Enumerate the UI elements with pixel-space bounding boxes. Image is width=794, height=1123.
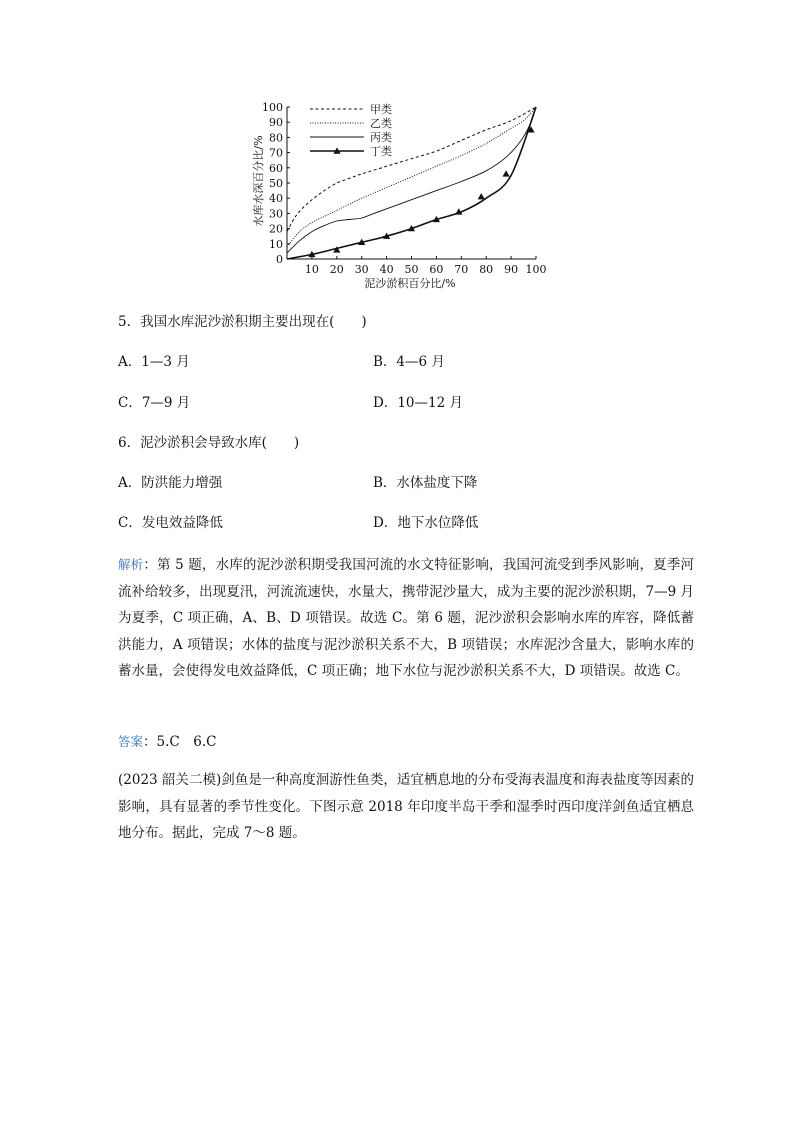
x-tick-label: 40 [379, 263, 394, 276]
q6-option-d: D．地下水位降低 [373, 515, 479, 531]
y-tick-label: 100 [262, 101, 283, 114]
x-tick-label: 20 [329, 263, 344, 276]
x-tick-label: 30 [354, 263, 369, 276]
analysis-text: ：第 5 题，水库的泥沙淤积期受我国河流的水文特征影响，我国河流受到季风影响，夏季河流补给较多，出现夏汛，河流流速快，水量大，携带泥沙量大，成为主要的泥沙淤积期，7—9 月为夏季，C 项正确，A、B、D 项错误。故选 C。第 6 题，泥沙淤积会影响水库的库容，降低蓄洪能力，A 项错误；水体的盐度与泥沙淤积关系不大，B 项错误；水库泥沙含量大，影响水库的蓄水量，会使得发电效益降低，C 项正确；地下水位与泥沙淤积关系不大，D 项错误。故选 C。 [118, 557, 694, 679]
answer-label: 答案 [118, 734, 144, 749]
legend-label-1: 甲类 [370, 103, 392, 116]
y-tick-label: 10 [269, 237, 283, 251]
legend-label-4: 丁类 [370, 145, 392, 158]
chart-ticks [262, 101, 547, 276]
x-tick-label: 100 [525, 263, 547, 276]
x-tick-label: 70 [454, 263, 469, 276]
y-tick-label: 60 [269, 161, 283, 175]
chart-series [287, 107, 536, 259]
y-tick-label: 50 [269, 177, 283, 190]
legend-label-2: 乙类 [370, 117, 392, 130]
q5-option-b: B．4—6 月 [373, 354, 445, 370]
y-tick-label: 30 [269, 207, 283, 221]
x-tick-label: 10 [304, 263, 319, 276]
q6-option-a: A．防洪能力增强 [118, 475, 223, 491]
series-line-4 [287, 107, 536, 259]
triangle-marker [478, 193, 485, 199]
chart-legend [310, 102, 392, 158]
y-axis-label: 水库水深百分比/% [252, 135, 265, 227]
x-tick-label: 90 [504, 263, 519, 276]
y-tick-label: 80 [269, 131, 283, 145]
x-tick-label: 50 [404, 263, 419, 276]
q6-option-c: C．发电效益降低 [118, 515, 223, 531]
x-tick-label: 60 [429, 263, 444, 276]
y-tick-label: 90 [269, 116, 283, 130]
legend-label-3: 丙类 [370, 131, 392, 144]
question-6-stem: 6．泥沙淤积会导致水库( ) [118, 435, 300, 451]
q5-option-c: C．7—9 月 [118, 395, 191, 411]
analysis-paragraph [118, 552, 694, 685]
y-tick-label: 20 [269, 222, 283, 236]
question-5-stem: 5．我国水库泥沙淤积期主要出现在( ) [118, 314, 367, 330]
sediment-depth-chart [240, 95, 560, 295]
y-tick-label: 0 [276, 253, 283, 266]
y-tick-label: 40 [269, 192, 283, 206]
answer-text: ：5.C 6.C [143, 734, 217, 750]
q5-option-a: A．1—3 月 [118, 354, 190, 370]
analysis-label: 解析 [118, 557, 144, 572]
next-question-intro: (2023 韶关二模)剑鱼是一种高度洄游性鱼类，适宜栖息地的分布受海表温度和海表盐度等因素的影响，具有显著的季节性变化。下图示意 2018 年印度半岛干季和湿季时西印度洋剑鱼适宜栖息地分布。据此，完成 7～8 题。 [118, 772, 694, 841]
y-tick-label: 70 [269, 146, 283, 160]
triangle-marker [503, 170, 510, 176]
q5-option-d: D．10—12 月 [373, 395, 463, 411]
chart-axes [287, 107, 536, 259]
x-axis-label: 泥沙淤积百分比/% [364, 277, 456, 290]
series-line-1 [287, 107, 536, 232]
q6-option-b: B．水体盐度下降 [373, 475, 478, 491]
x-tick-label: 80 [479, 263, 494, 276]
answer-line [118, 732, 216, 752]
